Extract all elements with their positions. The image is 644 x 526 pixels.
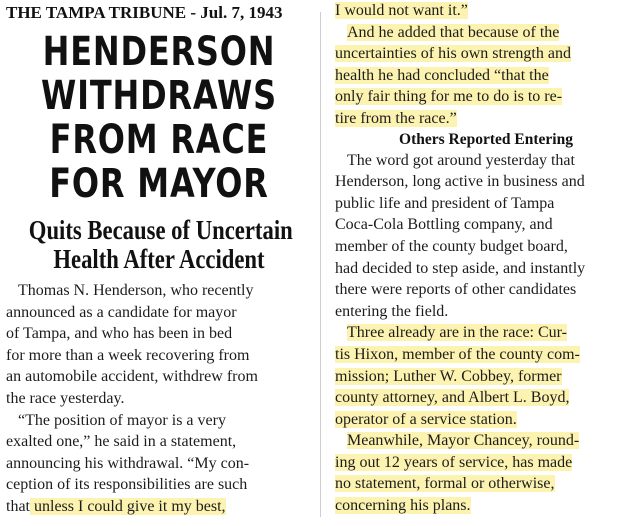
- highlighted-text: mission; Luther W. Cobbey, former: [335, 367, 562, 385]
- body-line: [333, 322, 639, 344]
- section-heading: Others Reported Entering: [399, 130, 573, 148]
- body-line: exalted one,” he said in a statement,: [6, 433, 237, 451]
- right-body-2: [333, 150, 639, 323]
- subhead-line: Health After Accident: [53, 244, 265, 274]
- highlighted-text: operator of a service station.: [335, 410, 517, 428]
- body-line: an automobile accident, withdrew from: [6, 368, 258, 386]
- highlighted-text: And he added that because of the: [347, 23, 560, 41]
- body-line: the race yesterday.: [6, 389, 125, 407]
- masthead: THE TAMPA TRIBUNE - Jul. 7, 1943: [6, 3, 283, 22]
- body-line: entering the field.: [335, 302, 449, 320]
- body-line: for more than a week recovering from: [6, 346, 250, 364]
- body-line: public life and president of Tampa: [335, 194, 555, 212]
- body-line: [333, 387, 639, 409]
- headline-line: FROM RACE: [49, 117, 269, 163]
- body-text: that: [6, 497, 30, 515]
- right-column: [333, 0, 639, 526]
- highlighted-text: Meanwhile, Mayor Chancey, round-: [347, 432, 580, 450]
- left-column: [4, 0, 314, 526]
- right-body-1: [333, 0, 639, 130]
- body-line: announcing his withdrawal. “My con-: [6, 454, 250, 472]
- body-line: there were reports of other candidates: [335, 281, 577, 299]
- highlighted-text: ing out 12 years of service, has made: [335, 453, 573, 471]
- body-line: [333, 495, 639, 517]
- body-line: Coca-Cola Bottling company, and: [335, 216, 553, 234]
- body-line: [333, 22, 639, 44]
- body-line: [333, 65, 639, 87]
- body-line-last: [4, 496, 314, 518]
- highlighted-text: Three already are in the race: Cur-: [347, 324, 567, 342]
- headline-line: WITHDRAWS: [41, 73, 277, 119]
- body-line: [333, 430, 639, 452]
- highlighted-text: concerning his plans.: [335, 497, 471, 515]
- highlighted-text: unless I could give it my best,: [30, 497, 226, 515]
- headline-line: FOR MAYOR: [49, 161, 269, 207]
- body-line: [333, 108, 639, 130]
- body-line: Thomas N. Henderson, who recently: [18, 282, 254, 299]
- body-line: [333, 344, 639, 366]
- body-line: ception of its responsibilities are such: [6, 476, 248, 494]
- highlighted-text: tis Hixon, member of the county com-: [335, 345, 580, 363]
- subhead: [4, 216, 314, 274]
- highlighted-text: county attorney, and Albert L. Boyd,: [335, 389, 570, 407]
- highlighted-text: only fair thing for me to do is to re-: [335, 88, 563, 106]
- body-line: [333, 86, 639, 108]
- body-line: “The position of mayor is a very: [18, 411, 226, 429]
- highlighted-text: health he had concluded “that the: [335, 66, 549, 84]
- body-line: Henderson, long active in business and: [335, 173, 585, 191]
- right-body-3: [333, 322, 639, 516]
- highlighted-text: uncertainties of his own strength and: [335, 45, 571, 63]
- body-line: The word got around yesterday that: [347, 151, 575, 169]
- highlighted-text: tire from the race.”: [335, 109, 457, 127]
- highlighted-text: no statement, formal or otherwise,: [335, 475, 555, 493]
- body-line: [333, 409, 639, 431]
- left-body: [4, 280, 314, 518]
- body-line: [333, 366, 639, 388]
- headline-line: HENDERSON: [42, 29, 276, 75]
- body-line: of Tampa, and who has been in bed: [6, 325, 233, 343]
- column-rule: [320, 12, 321, 517]
- headline: [4, 30, 314, 206]
- body-line: had decided to step aside, and instantly: [335, 259, 586, 277]
- subhead-line: Quits Because of Uncertain: [28, 215, 293, 245]
- body-line: member of the county budget board,: [335, 237, 568, 255]
- body-line: announced as a candidate for mayor: [6, 303, 237, 321]
- body-line: [333, 473, 639, 495]
- highlighted-text: I would not want it.”: [335, 2, 468, 19]
- body-line: [333, 43, 639, 65]
- body-line: [333, 452, 639, 474]
- body-line: [333, 0, 639, 22]
